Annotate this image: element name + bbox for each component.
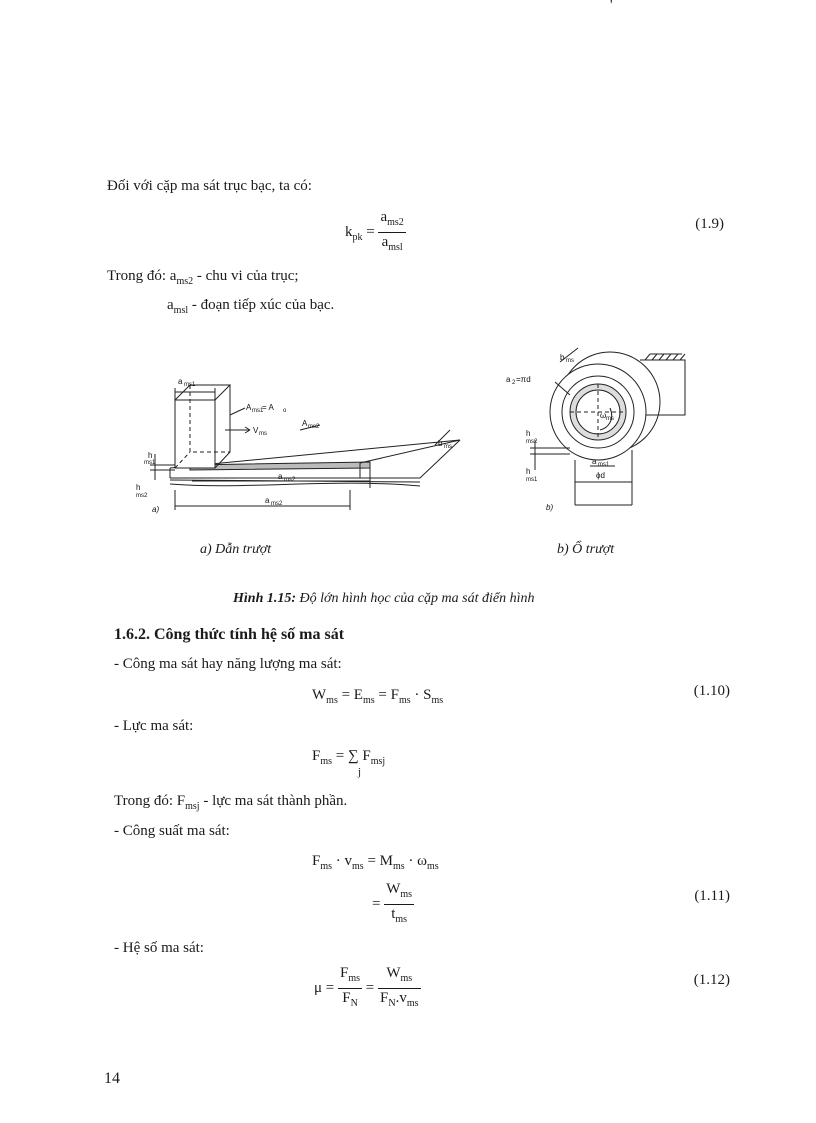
- svg-text:2: 2: [512, 380, 516, 386]
- equation-1-12: μ = $\frac{F_{ms}}{F_N}$ = $\frac{W_{ms}}{F_N.v_{ms}}$: [314, 965, 419, 1009]
- svg-text:ms: ms: [566, 358, 574, 364]
- where-line-1: Trong đó: $a_{ms2}$ - chu vi của trục;: [107, 268, 299, 287]
- svg-text:b: b: [438, 439, 443, 448]
- figure-b-journal-bearing: [500, 340, 700, 525]
- svg-text:A: A: [302, 419, 308, 428]
- svg-text:ϕd: ϕd: [596, 471, 605, 480]
- figure-label: Hình 1.15:: [233, 591, 297, 606]
- bullet-work: - Công ma sát hay năng lượng ma sát:: [114, 656, 342, 672]
- figure-a-sliding-guide: [130, 360, 470, 525]
- svg-text:b): b): [546, 503, 554, 512]
- eq-fraction: $\frac{a_{ms2}}{a_{msl}}$: [380, 209, 404, 253]
- svg-text:A: A: [246, 403, 252, 412]
- svg-text:ms1: ms1: [598, 462, 610, 468]
- svg-text:h: h: [526, 429, 531, 438]
- svg-text:ms: ms: [606, 416, 614, 422]
- where-line-2: $a_{msl}$ - đoạn tiếp xúc của bạc.: [167, 297, 335, 316]
- equation-sum: $F_{ms}$ = ∑ $F_{msj}$: [312, 748, 386, 767]
- eq-subscript: pk: [352, 231, 363, 243]
- svg-text:ms2: ms2: [308, 424, 320, 430]
- svg-text:b: b: [560, 353, 565, 362]
- eq-symbol: k: [345, 223, 353, 240]
- svg-text:ms1: ms1: [144, 460, 156, 466]
- svg-text:h: h: [148, 451, 153, 460]
- svg-text:ms: ms: [444, 444, 452, 450]
- svg-text:a: a: [265, 496, 270, 505]
- top-mark: ': [610, 0, 613, 13]
- bullet-power: - Công suất ma sát:: [114, 823, 230, 839]
- svg-text:ms2: ms2: [136, 493, 148, 499]
- bullet-force: - Lực ma sát:: [114, 718, 194, 734]
- equation-number-1-12: (1.12): [693, 972, 730, 988]
- section-heading: 1.6.2. Công thức tính hệ số ma sát: [114, 626, 345, 643]
- svg-text:ms2: ms2: [284, 477, 296, 483]
- equation-1-11a: $F_{ms} \cdot v_{ms} = M_{ms} \cdot \omega_{ms}$: [312, 853, 439, 872]
- svg-text:h: h: [526, 467, 531, 476]
- svg-text:a: a: [178, 377, 183, 386]
- sub-caption-a: a) Dẫn trượt: [200, 542, 272, 557]
- where-line-3: Trong đó: $F_{msj}$ - lực ma sát thành phần.: [114, 793, 348, 812]
- page-number: 14: [104, 1070, 120, 1087]
- figure-caption: [233, 591, 534, 607]
- svg-text:ms2: ms2: [526, 439, 538, 445]
- svg-text:ms2: ms2: [271, 501, 283, 507]
- equation-1-11b: = $\frac{W_{ms}}{t_{ms}}$: [372, 881, 413, 925]
- svg-text:h: h: [136, 483, 141, 492]
- sum-index: j: [358, 766, 362, 778]
- svg-text:o: o: [283, 408, 287, 414]
- svg-text:a: a: [278, 472, 283, 481]
- figure-caption-text: Độ lớn hình học của cặp ma sát điển hình: [296, 591, 535, 606]
- sub-caption-b: b) Ổ trượt: [557, 542, 615, 557]
- svg-text:= A: = A: [262, 403, 274, 412]
- svg-text:a): a): [152, 505, 160, 514]
- svg-text:ms1: ms1: [184, 382, 196, 388]
- intro-text: Đối với cặp ma sát trục bạc, ta có:: [107, 178, 312, 194]
- svg-text:=πd: =πd: [516, 375, 531, 384]
- svg-text:a: a: [592, 457, 597, 466]
- bullet-coef: - Hệ số ma sát:: [114, 940, 204, 956]
- equation-1-10: $W_{ms} = E_{ms} = F_{ms} \cdot S_{ms}$: [312, 687, 444, 706]
- svg-text:ms: ms: [259, 431, 267, 437]
- equation-1-9: $k_{pk}$ = $\frac{a_{ms2}}{a_{msl}}$: [345, 208, 406, 257]
- svg-text:V: V: [253, 426, 259, 435]
- equation-number-1-10: (1.10): [693, 683, 730, 699]
- svg-text:ω: ω: [600, 411, 607, 420]
- svg-text:a: a: [506, 375, 511, 384]
- svg-text:ms1: ms1: [526, 477, 538, 483]
- equation-number-1-9: (1.9): [695, 216, 724, 232]
- svg-text:ms1: ms1: [252, 408, 264, 414]
- equation-number-1-11: (1.11): [694, 888, 730, 904]
